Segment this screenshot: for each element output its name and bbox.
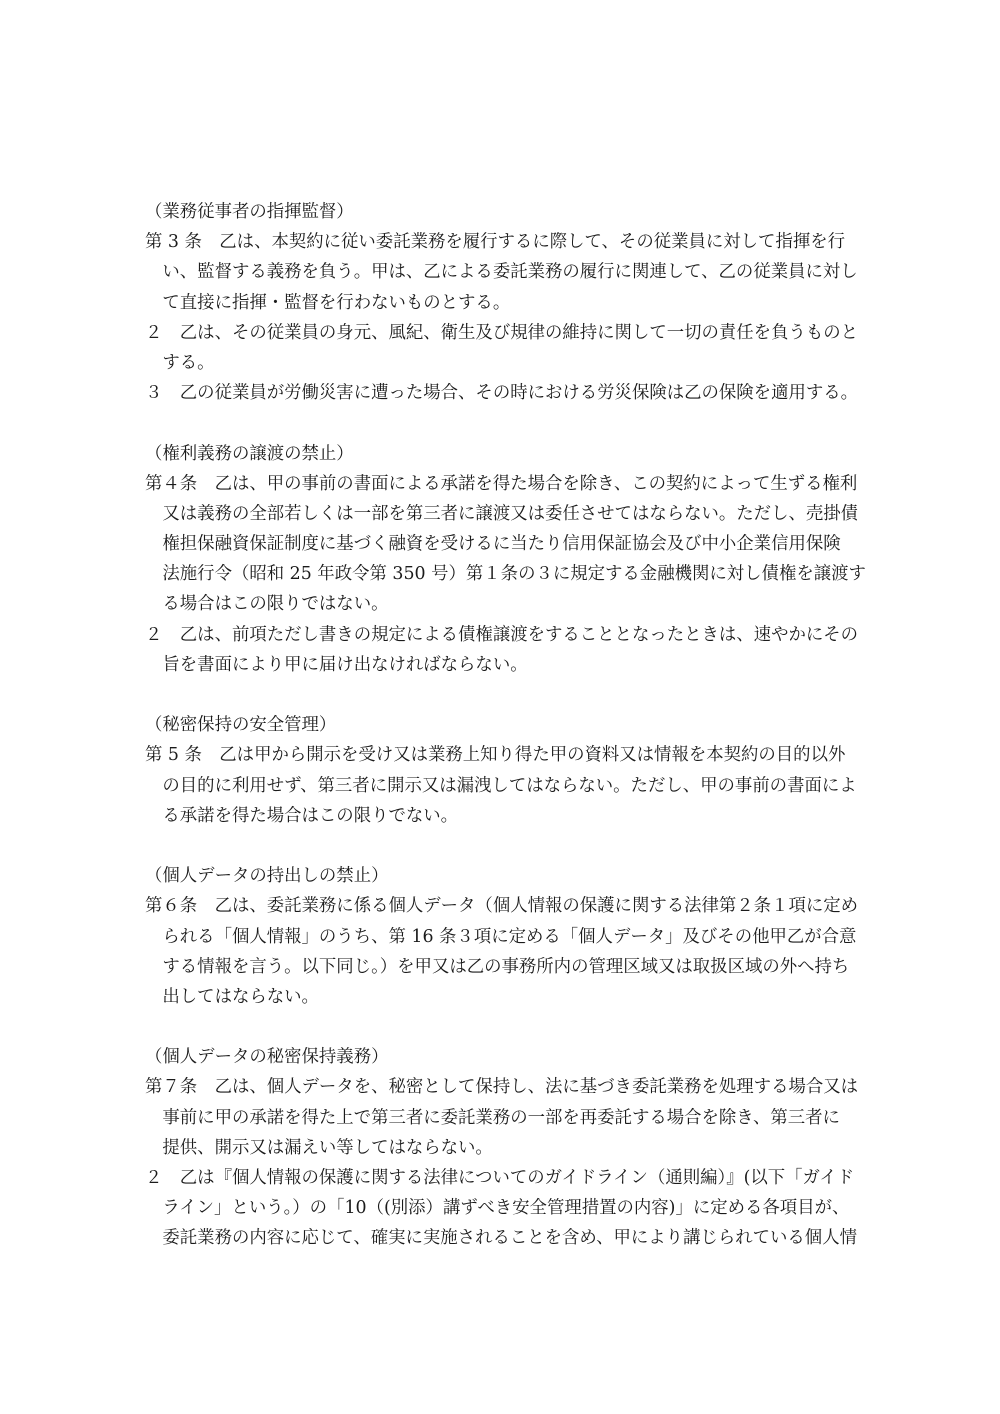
article-heading: （個人データの秘密保持義務） (145, 1047, 389, 1068)
clause-line: る場合はこの限りではない。 (162, 594, 389, 615)
paragraph-gap (145, 831, 885, 861)
article-5 (145, 710, 885, 831)
clause-line: 提供、開示又は漏えい等してはならない。 (162, 1137, 493, 1158)
clause-line: する情報を言う。以下同じ。）を甲又は乙の事務所内の管理区域又は取扱区域の外へ持ち (162, 956, 850, 977)
clause-line: い、監督する義務を負う。甲は、乙による委託業務の履行に関連して、乙の従業員に対し (162, 262, 858, 283)
clause-line: ライン」という。）の「10（(別添）講ずべき安全管理措置の内容)」に定める各項目が、 (162, 1198, 850, 1219)
paragraph-gap (145, 408, 885, 438)
clause-line: ２ 乙は、その従業員の身元、風紀、衛生及び規律の維持に関して一切の責任を負うものと (145, 322, 859, 343)
article-heading: （業務従事者の指揮監督） (145, 202, 354, 222)
paragraph-gap (145, 1012, 885, 1042)
article-7 (145, 1042, 885, 1253)
clause-line: 権担保融資保証制度に基づく融資を受けるに当たり信用保証協会及び中小企業信用保険 (162, 534, 841, 555)
clause-line: 法施行令（昭和 25 年政令第 350 号）第１条の３に規定する金融機関に対し債権を譲渡す (162, 564, 866, 585)
clause-line: 第６条 乙は、委託業務に係る個人データ（個人情報の保護に関する法律第２条１項に定め (145, 896, 859, 917)
clause-line: 第 5 条 乙は甲から開示を受け又は業務上知り得た甲の資料又は情報を本契約の目的以外 (145, 745, 846, 766)
clause-line: る承諾を得た場合はこの限りでない。 (162, 805, 459, 826)
clause-line: 第７条 乙は、個人データを、秘密として保持し、法に基づき委託業務を処理する場合又は (145, 1077, 859, 1098)
paragraph-gap (145, 680, 885, 710)
clause-line: 又は義務の全部若しくは一部を第三者に譲渡又は委任させてはならない。ただし、売掛債 (162, 503, 859, 524)
clause-line: て直接に指揮・監督を行わないものとする。 (162, 292, 511, 313)
clause-line: 出してはならない。 (162, 986, 319, 1007)
article-4 (145, 439, 885, 681)
article-heading: （秘密保持の安全管理） (145, 715, 337, 736)
clause-line: ２ 乙は、前項ただし書きの規定による債権譲渡をすることとなったときは、速やかにその (145, 624, 859, 645)
clause-line: 委託業務の内容に応じて、確実に実施されることを含め、甲により講じられている個人情 (162, 1228, 857, 1249)
article-6 (145, 861, 885, 1012)
article-heading: （個人データの持出しの禁止） (145, 866, 389, 887)
clause-line: 第４条 乙は、甲の事前の書面による承諾を得た場合を除き、この契約によって生ずる権利 (145, 473, 858, 494)
clause-line: ３ 乙の従業員が労働災害に遭った場合、その時における労災保険は乙の保険を適用する。 (145, 383, 859, 404)
contract-page-body (145, 197, 885, 1254)
clause-line: 旨を書面により甲に届け出なければならない。 (162, 654, 528, 675)
clause-line: られる「個人情報」のうち、第 16 条３項に定める「個人データ」及びその他甲乙が合意 (162, 926, 857, 947)
article-3 (145, 197, 885, 408)
article-heading: （権利義務の譲渡の禁止） (145, 443, 354, 464)
clause-line: 事前に甲の承諾を得た上で第三者に委託業務の一部を再委託する場合を除き、第三者に (162, 1107, 840, 1128)
clause-line: の目的に利用せず、第三者に開示又は漏洩してはならない。ただし、甲の事前の書面によ (162, 775, 857, 796)
clause-line: ２ 乙は『個人情報の保護に関する法律についてのガイドライン（通則編）』(以下「ガイド (145, 1168, 855, 1188)
clause-line: する。 (162, 352, 215, 373)
clause-line: 第 3 条 乙は、本契約に従い委託業務を履行するに際して、その従業員に対して指揮を行 (145, 232, 846, 253)
